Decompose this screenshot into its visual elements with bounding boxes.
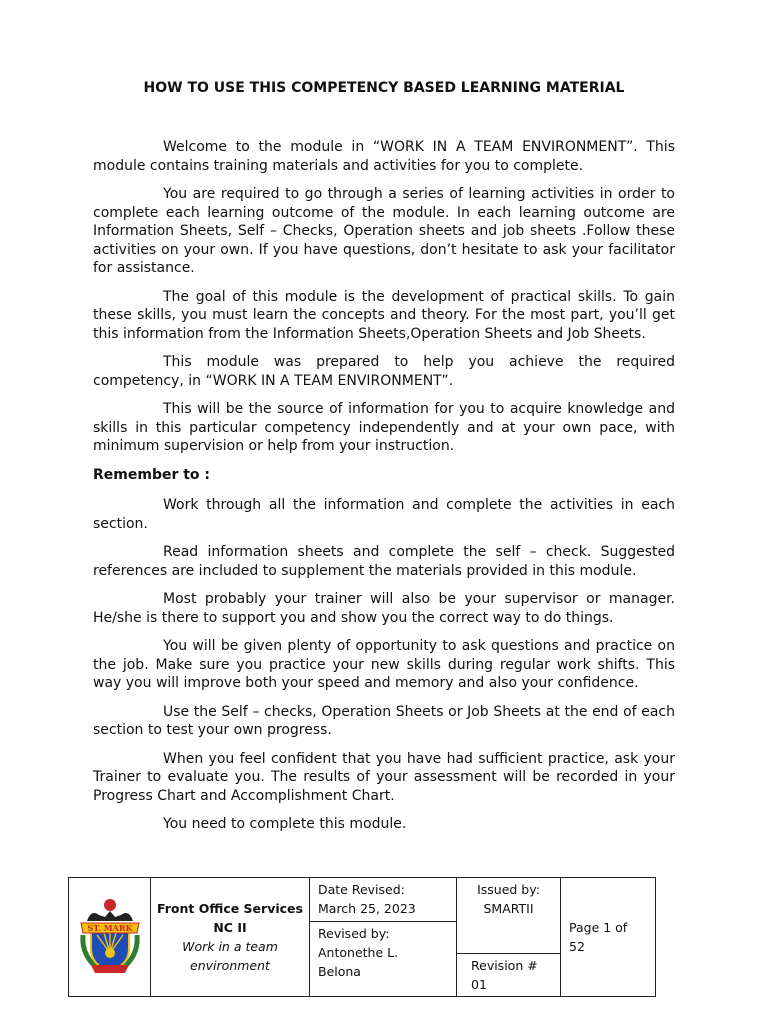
page-number-line1: Page 1 of (569, 920, 628, 935)
page-number-line2: 52 (569, 939, 585, 954)
revised-by-label: Revised by: (318, 926, 390, 941)
logo-cell (69, 878, 151, 997)
issued-by-value: SMARTII (483, 901, 534, 916)
paragraph-goal: The goal of this module is the development of practical skills. To gain these skills, you must learn the concepts and theory. For the most part, you’ll get this information from the Information Sheets,Operation Sheets and Job Sheets. (93, 288, 675, 342)
paragraph-evaluate: When you feel confident that you have had sufficient practice, ask your Trainer to evaluate you. The results of your assessment will be recorded in your Progress Chart and Accomplishment Chart. (93, 750, 675, 804)
document-footer-table (68, 877, 656, 997)
paragraph-work-through: Work through all the information and complete the activities in each section. (93, 497, 675, 532)
revised-by-cell (310, 922, 457, 997)
paragraph-competency: This module was prepared to help you achieve the required competency, in “WORK IN A TEAM ENVIRONMENT”. (93, 354, 675, 389)
issued-by-cell (457, 878, 561, 922)
remember-heading: Remember to : (93, 466, 211, 483)
date-revised-cell (310, 878, 457, 922)
paragraph-source: This will be the source of information for you to acquire knowledge and skills in this particular competency independently and at your own pace, with minimum supervision or help from your instruction. (93, 401, 675, 454)
revision-cell (457, 922, 561, 997)
paragraph-learning-activities: You are required to go through a series of learning activities in order to complete each learning outcome of the module. In each learning outcome are Information Sheets, Self – Checks, Operation sheets and job sheets .Follow these activities on your own. If you have questions, don’t hesitate to ask your facilitator for assistance. (93, 186, 675, 276)
paragraph-read-info: Read information sheets and complete the self – check. Suggested references are included to supplement the materials provided in this module. (93, 544, 675, 579)
paragraph-practice: You will be given plenty of opportunity to ask questions and practice on the job. Make sure you practice your new skills during regular work shifts. This way you will improve both your speed and memory and also your confidence. (93, 638, 675, 691)
page-number-cell (561, 878, 656, 997)
seal-lettering: ST. MARK (87, 922, 132, 933)
school-seal-logo (77, 895, 143, 977)
revision-value: 01 (471, 977, 487, 992)
revision-label: Revision # (471, 958, 538, 973)
module-name-line1: Work in a team (182, 939, 278, 954)
module-name-line2: environment (190, 958, 270, 973)
document-title: HOW TO USE THIS COMPETENCY BASED LEARNING MATERIAL (143, 80, 625, 96)
course-title: Front Office Services (157, 901, 303, 916)
date-revised-value: March 25, 2023 (318, 901, 416, 916)
issued-by-label: Issued by: (477, 882, 540, 897)
revised-by-name-line2: Belona (318, 964, 361, 979)
paragraph-self-checks: Use the Self – checks, Operation Sheets or Job Sheets at the end of each section to test your own progress. (93, 703, 675, 738)
document-body (93, 138, 675, 844)
revised-by-name-line1: Antonethe L. (318, 945, 399, 960)
paragraph-welcome: Welcome to the module in “WORK IN A TEAM ENVIRONMENT”. This module contains training materials and activities for you to complete. (93, 139, 675, 174)
course-cell (151, 878, 310, 997)
paragraph-complete: You need to complete this module. (163, 816, 407, 832)
course-level: NC II (213, 920, 247, 935)
paragraph-trainer: Most probably your trainer will also be your supervisor or manager. He/she is there to support you and show you the correct way to do things. (93, 591, 675, 626)
date-revised-label: Date Revised: (318, 882, 405, 897)
